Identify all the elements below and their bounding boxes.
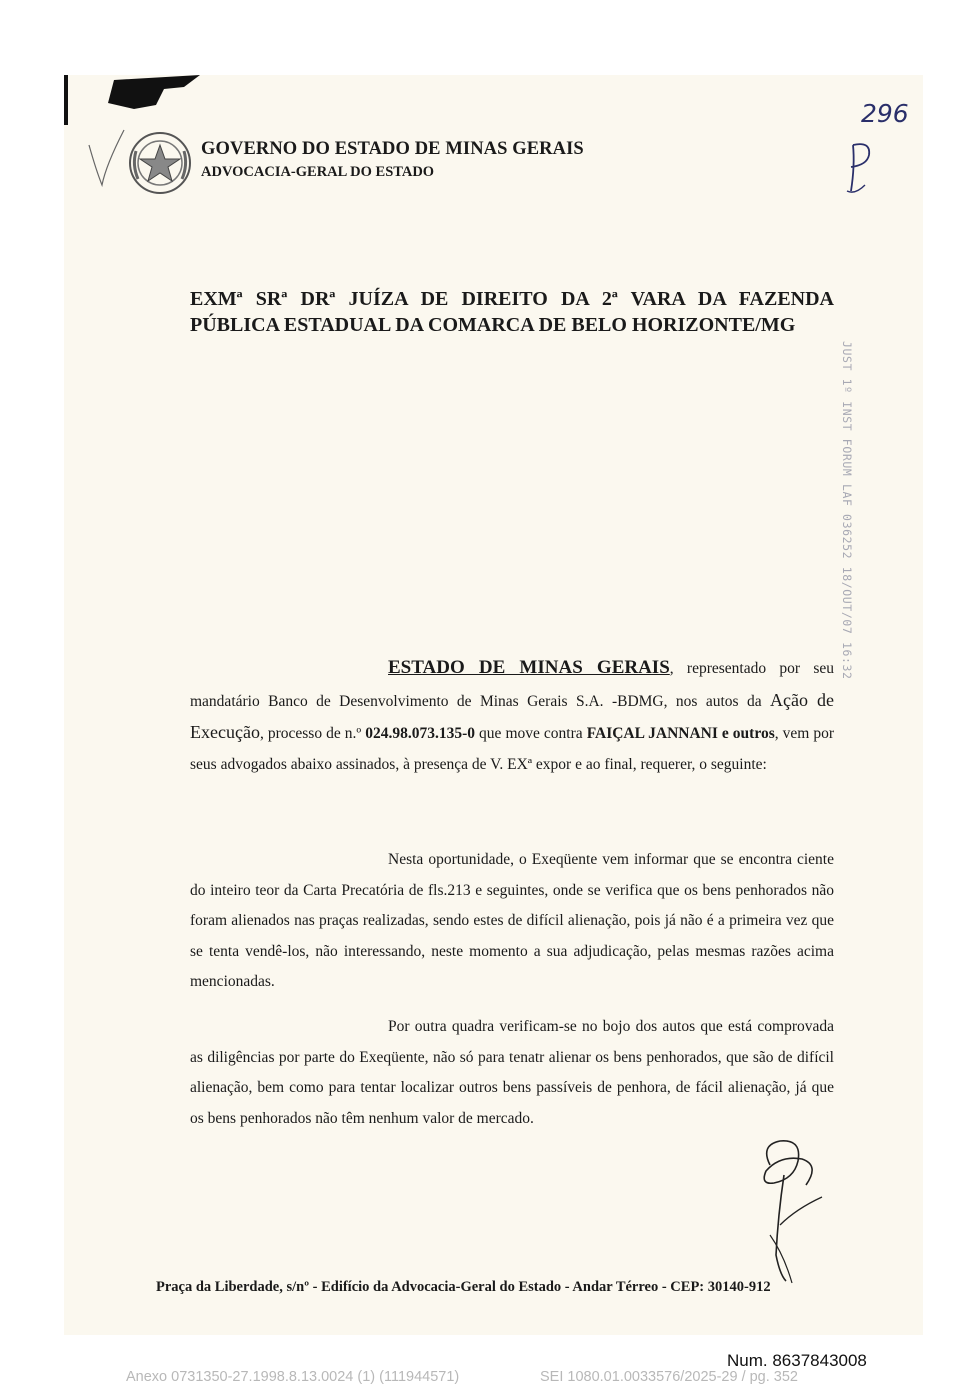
header-government: GOVERNO DO ESTADO DE MINAS GERAIS xyxy=(201,139,584,159)
paragraph-intro xyxy=(190,653,834,780)
document-number: Num. 8637843008 xyxy=(727,1351,867,1370)
check-mark-icon xyxy=(84,125,134,205)
state-seal-icon xyxy=(128,131,192,195)
plaintiff-name: ESTADO DE MINAS GERAIS xyxy=(388,657,670,678)
footer-address: Praça da Liberdade, s/nº - Edifício da Advocacia-Geral do Estado - Andar Térreo - CEP: 30140-912 xyxy=(156,1279,771,1295)
text-segment: , vem por seus advogados abaixo assinados, à presença de V. EXª expor e ao final, requerer, o seguinte: xyxy=(190,725,835,773)
text-segment: , processo de n.º xyxy=(259,725,366,742)
text-segment: que move contra xyxy=(475,725,587,742)
document-page xyxy=(64,75,923,1335)
addressee-heading: EXMª SRª DRª JUÍZA DE DIREITO DA 2ª VARA DA FAZENDA PÚBLICA ESTADUAL DA COMARCA DE BELO HORIZONTE/MG xyxy=(190,288,834,336)
header-agency: ADVOCACIA-GERAL DO ESTADO xyxy=(201,164,435,180)
paragraph-text: Por outra quadra verificam-se no bojo dos autos que está comprovada as diligências por parte do Exeqüente, não só para tenatr alienar os bens penhorados, que são de difícil alienação, bem como para tentar localizar outros bens passíveis de penhora, de fácil alienação, já que os bens penhorados não têm nenhum valor de mercado. xyxy=(190,1018,834,1127)
handwritten-signature xyxy=(740,1135,830,1285)
paragraph-third xyxy=(190,1012,834,1134)
handwritten-initial xyxy=(841,135,881,197)
sei-reference: SEI 1080.01.0033576/2025-29 / pg. 352 xyxy=(540,1369,798,1385)
defendant-name: FAIÇAL JANNANI e outros xyxy=(586,725,775,742)
handwritten-page-number: 296 xyxy=(861,99,909,128)
text-segment: , representado por seu mandatário Banco de Desenvolvimento de Minas Gerais S.A. -BDMG, nos autos da xyxy=(190,660,834,710)
paragraph-second xyxy=(190,845,834,998)
paragraph-text: Nesta oportunidade, o Exeqüente vem informar que se encontra ciente do inteiro teor da Carta Precatória de fls.213 e seguintes, onde se verifica que os bens penhorados não foram alienados nas praças realizadas, sendo estes de difícil alienação, pois já não é a primeira vez que se tenta vendê-los, não interessando, neste momento a sua adjudicação, pelas mesmas razões acima mencionadas. xyxy=(190,851,834,990)
process-number: 024.98.073.135-0 xyxy=(365,725,476,742)
action-type: Ação de Execução xyxy=(190,689,834,742)
protocol-stamp: JUST 1º INST FORUM LAF 036252 18/OUT/07 16:32 xyxy=(840,341,854,680)
annex-reference: Anexo 0731350-27.1998.8.13.0024 (1) (111944571) xyxy=(126,1369,460,1385)
